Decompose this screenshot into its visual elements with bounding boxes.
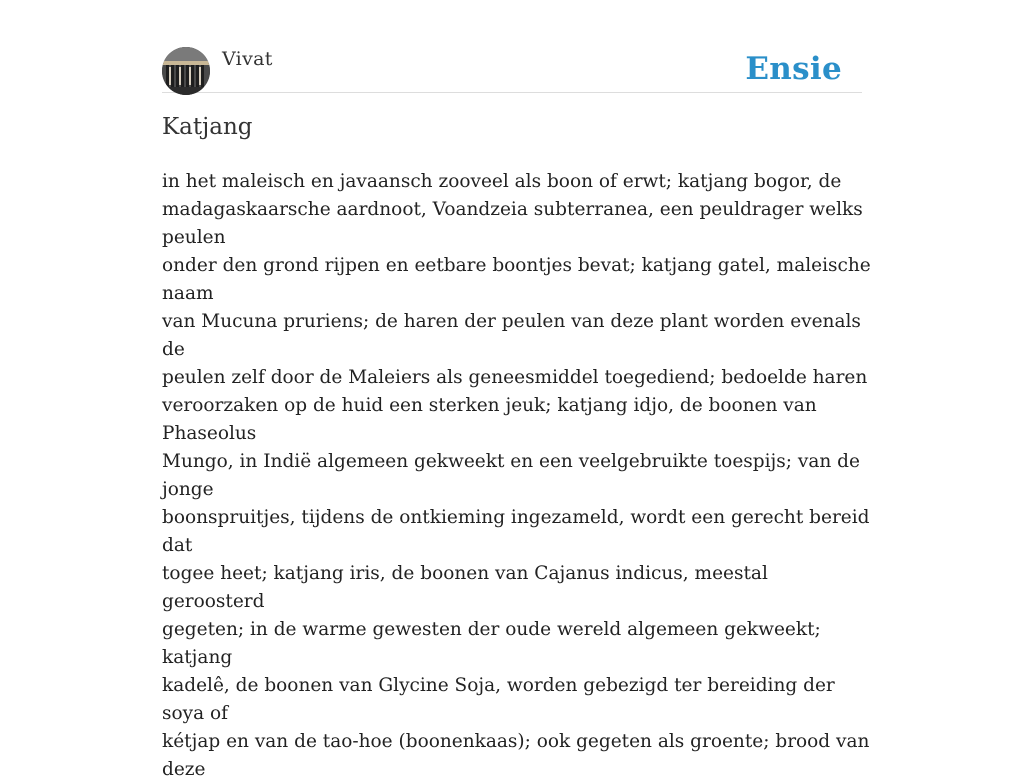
username-link[interactable]: Vivat [222, 48, 273, 70]
body-line: Mungo, in Indië algemeen gekweekt en een veelgebruikte toespijs; van de jonge [162, 451, 860, 500]
body-line: madagaskaarsche aardnoot, Voandzeia subterranea, een peuldrager welks peulen [162, 199, 863, 248]
article-title: Katjang [162, 114, 253, 140]
body-line: gegeten; in de warme gewesten der oude wereld algemeen gekweekt; katjang [162, 619, 821, 668]
body-line: peulen zelf door de Maleiers als geneesmiddel toegediend; bedoelde haren [162, 367, 868, 388]
body-line: kadelê, de boonen van Glycine Soja, worden gebezigd ter bereiding der soya of [162, 675, 835, 724]
body-line: van Mucuna pruriens; de haren der peulen van deze plant worden evenals de [162, 311, 861, 360]
body-line: onder den grond rijpen en eetbare boontjes bevat; katjang gatel, maleische naam [162, 255, 871, 304]
body-line: veroorzaken op de huid een sterken jeuk; katjang idjo, de boonen van Phaseolus [162, 395, 817, 444]
body-line: togee heet; katjang iris, de boonen van Cajanus indicus, meestal geroosterd [162, 563, 768, 612]
brand-logo[interactable]: Ensie [745, 51, 842, 87]
fade-overlay [944, 440, 1024, 512]
body-line: in het maleisch en javaansch zooveel als boon of erwt; katjang bogor, de [162, 171, 842, 192]
body-line: boonspruitjes, tijdens de ontkieming ingezameld, wordt een gerecht bereid dat [162, 507, 870, 556]
article-body [162, 168, 872, 784]
books-avatar-icon[interactable] [162, 47, 210, 95]
body-line: kétjap en van de tao-hoe (boonenkaas); ook gegeten als groente; brood van deze [162, 731, 870, 780]
site-header [162, 46, 862, 93]
